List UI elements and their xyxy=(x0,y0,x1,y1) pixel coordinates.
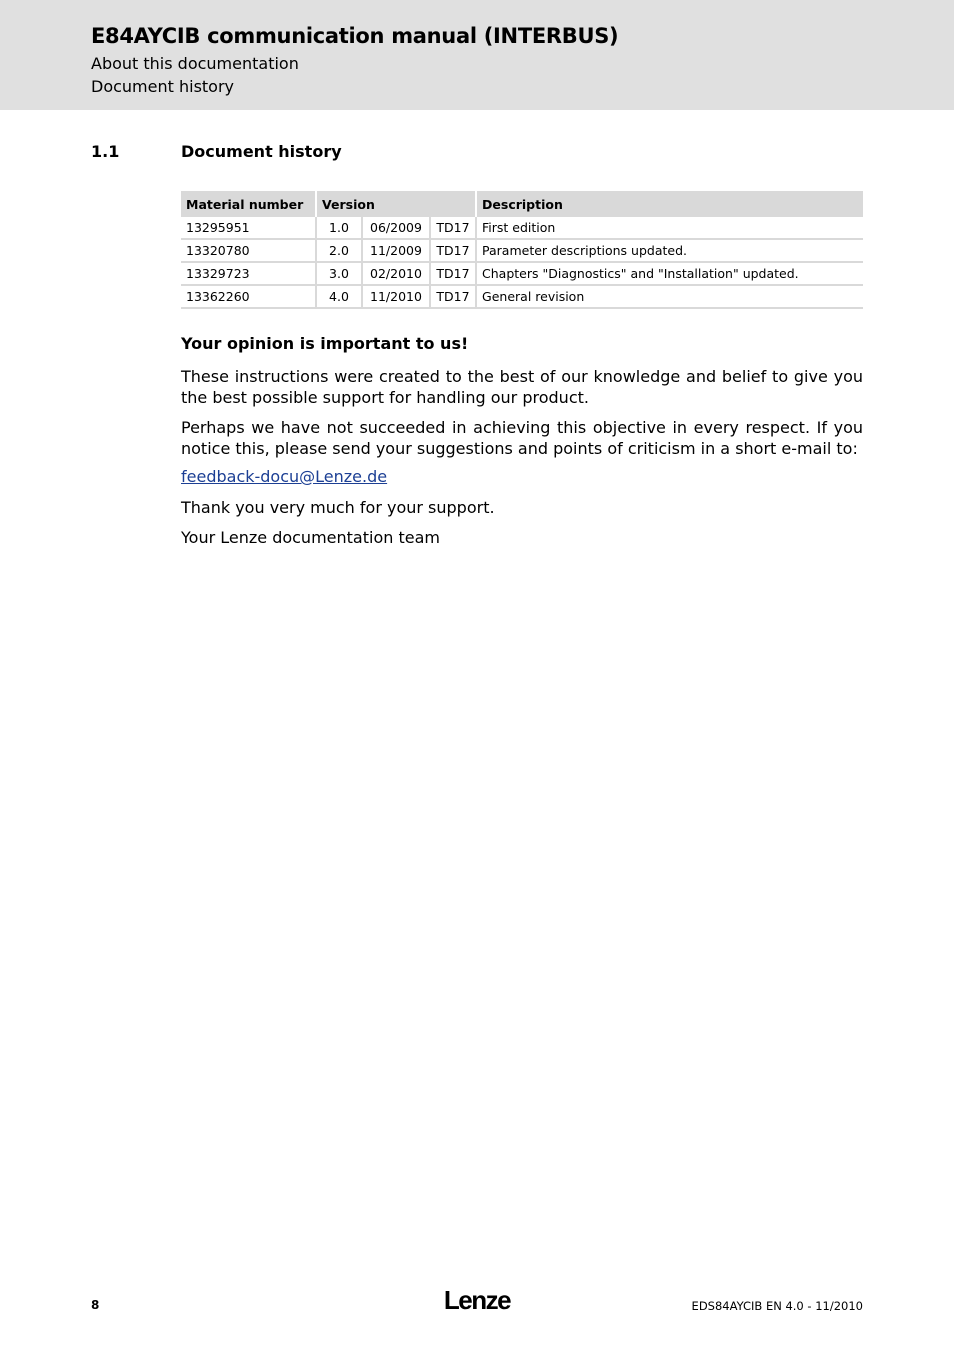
signature-text: Your Lenze documentation team xyxy=(181,528,440,547)
page-header xyxy=(0,0,954,110)
version-cell: 4.0 xyxy=(317,286,363,309)
version-cell: 1.0 xyxy=(317,217,363,240)
material-number-cell: 13329723 xyxy=(181,263,317,286)
table-row xyxy=(181,217,863,240)
feedback-email-link[interactable]: feedback-docu@Lenze.de xyxy=(181,467,388,486)
page-number: 8 xyxy=(91,1298,100,1312)
breadcrumb-section: Document history xyxy=(91,77,235,96)
feedback-paragraph-2: Perhaps we have not succeeded in achieving this objective in every respect. If you notice this, please send your suggestions and points of criticism in a short e-mail to: xyxy=(181,418,863,458)
table-header-row xyxy=(181,191,863,217)
document-reference: EDS84AYCIB EN 4.0 - 11/2010 xyxy=(691,1299,863,1313)
thanks-text: Thank you very much for your support. xyxy=(181,498,495,517)
date-cell: 11/2010 xyxy=(363,286,431,309)
breadcrumb-chapter: About this documentation xyxy=(91,54,299,73)
description-cell: First edition xyxy=(477,217,863,240)
table-row xyxy=(181,240,863,263)
lenze-logo xyxy=(437,1285,517,1315)
description-cell: Parameter descriptions updated. xyxy=(477,240,863,263)
date-cell: 06/2009 xyxy=(363,217,431,240)
date-cell: 02/2010 xyxy=(363,263,431,286)
material-number-cell: 13362260 xyxy=(181,286,317,309)
description-cell: Chapters "Diagnostics" and "Installation" updated. xyxy=(477,263,863,286)
feedback-heading: Your opinion is important to us! xyxy=(181,334,469,353)
col-header-version: Version xyxy=(317,191,477,217)
feedback-paragraph-1: These instructions were created to the best of our knowledge and belief to give you the best possible support for handling our product. xyxy=(181,367,863,407)
col-header-material: Material number xyxy=(181,191,317,217)
version-cell: 3.0 xyxy=(317,263,363,286)
date-cell: 11/2009 xyxy=(363,240,431,263)
table-row xyxy=(181,263,863,286)
col-header-description: Description xyxy=(477,191,863,217)
dept-cell: TD17 xyxy=(431,286,477,309)
dept-cell: TD17 xyxy=(431,217,477,240)
material-number-cell: 13320780 xyxy=(181,240,317,263)
dept-cell: TD17 xyxy=(431,240,477,263)
version-cell: 2.0 xyxy=(317,240,363,263)
table-row xyxy=(181,286,863,309)
lenze-logo-text: Lenze xyxy=(443,1285,511,1315)
dept-cell: TD17 xyxy=(431,263,477,286)
document-history-table xyxy=(181,191,863,309)
material-number-cell: 13295951 xyxy=(181,217,317,240)
description-cell: General revision xyxy=(477,286,863,309)
document-title: E84AYCIB communication manual (INTERBUS) xyxy=(91,24,619,48)
section-number: 1.1 xyxy=(91,142,120,161)
section-title: Document history xyxy=(181,142,342,161)
